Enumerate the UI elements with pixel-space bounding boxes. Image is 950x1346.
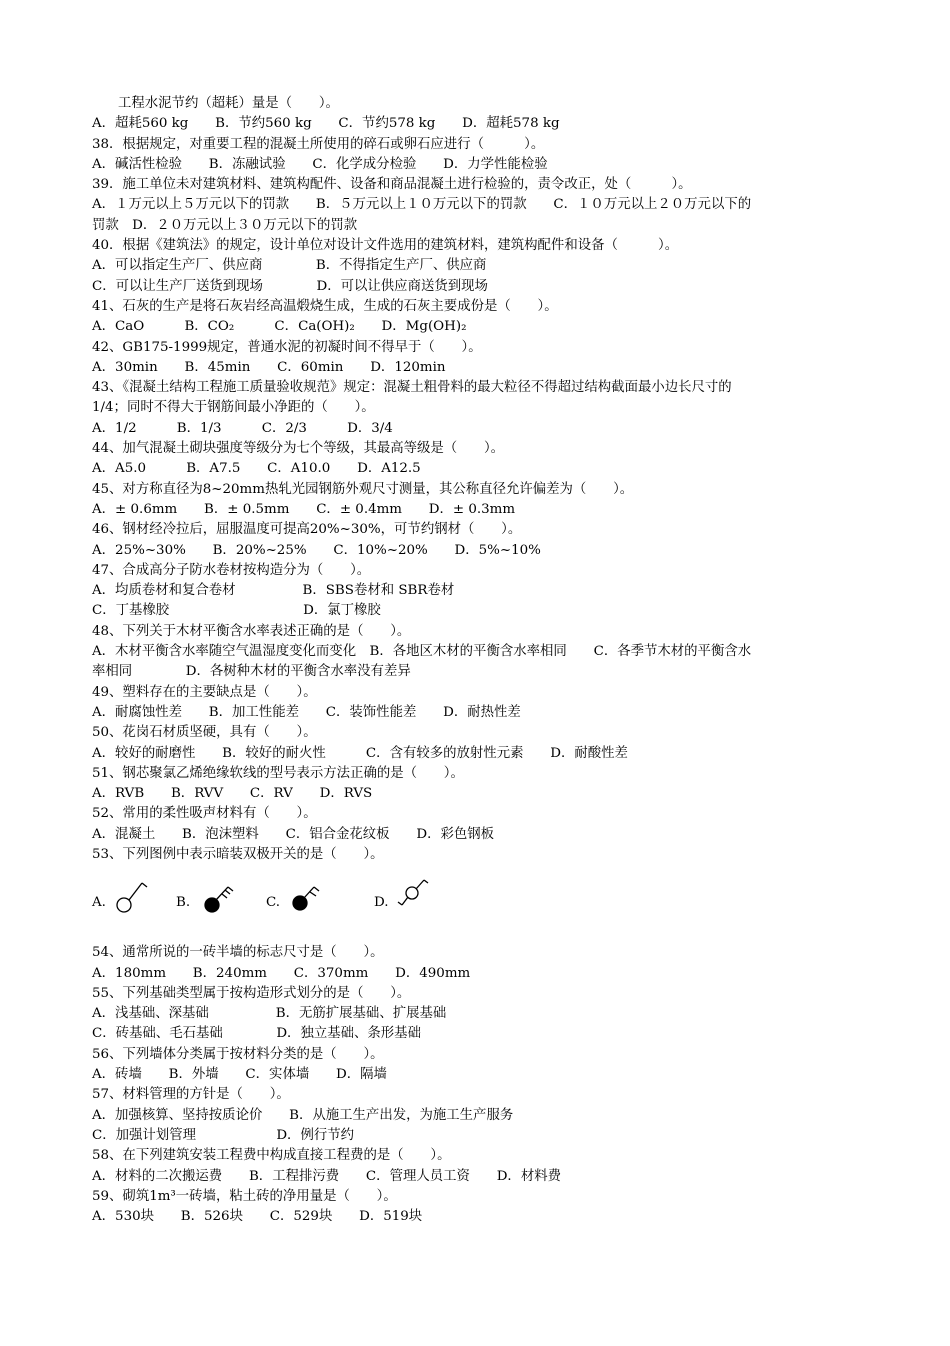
question-50-options: A．较好的耐磨性 B．较好的耐火性 C．含有较多的放射性元素 D．耐酸性差: [92, 745, 628, 761]
question-57-options-cd: C．加强计划管理 D．例行节约: [92, 1127, 355, 1143]
question-48-options-cont: 率相同 D．各树种木材的平衡含水率没有差异: [92, 664, 411, 680]
question-55-stem: 55、下列基础类型属于按构造形式划分的是（ ）。: [92, 985, 411, 1001]
question-52-options: A．混凝土 B．泡沫塑料 C．铝合金花纹板 D．彩色钢板: [92, 826, 495, 842]
question-57-options-ab: A．加强核算、坚持按质论价 B．从施工生产出发，为施工生产服务: [92, 1107, 514, 1123]
symbol-option-b-label: B.: [176, 894, 191, 910]
question-45-options: A．± 0.6mm B．± 0.5mm C．± 0.4mm D．± 0.3mm: [92, 501, 516, 517]
question-47-options-ab: A．均质卷材和复合卷材 B．SBS卷材和 SBR卷材: [92, 583, 455, 599]
question-40-stem: 40．根据《建筑法》的规定，设计单位对设计文件选用的建筑材料，建筑构配件和设备（ ）。: [92, 238, 679, 254]
question-52-stem: 52、常用的柔性吸声材料有（ ）。: [92, 806, 317, 822]
question-43-options: A．1/2 B．1/3 C．2/3 D．3/4: [92, 420, 393, 436]
question-53-symbol-options: [92, 867, 872, 927]
question-59-stem: 59、砌筑1m³一砖墙，粘土砖的净用量是（ ）。: [92, 1188, 397, 1204]
question-44-options: A．A5.0 B．A7.5 C．A10.0 D．A12.5: [92, 461, 421, 477]
question-38-options: A．碱活性检验 B．冻融试验 C．化学成分检验 D．力学性能检验: [92, 156, 548, 172]
question-46-stem: 46、钢材经冷拉后，屈服温度可提高20%~30%，可节约钢材（ ）。: [92, 522, 522, 538]
question-56-options: A．砖墙 B．外墙 C．实体墙 D．隔墙: [92, 1067, 387, 1083]
question-41-options: A．CaO B．CO₂ C．Ca(OH)₂ D．Mg(OH)₂: [92, 319, 467, 335]
symbol-option-a: [92, 875, 182, 921]
question-41-stem: 41、石灰的生产是将石灰岩经高温煅烧生成，生成的石灰主要成份是（ ）。: [92, 298, 558, 314]
switch-open-circle-icon: [116, 875, 156, 915]
question-37-options: A．超耗560 kg B．节约560 kg C．节约578 kg D．超耗578 kg: [92, 116, 560, 132]
question-49-stem: 49、塑料存在的主要缺点是（ ）。: [92, 684, 317, 700]
question-48-options: A．木材平衡含水率随空气温湿度变化而变化 B．各地区木材的平衡含水率相同 C．各季节木材的平衡含水: [92, 644, 752, 660]
question-39-options-cont: 罚款 D．２０万元以上３０万元以下的罚款: [92, 217, 358, 233]
question-40-options-cd: C．可以让生产厂送货到现场 D．可以让供应商送货到现场: [92, 278, 488, 294]
question-39-options: A．１万元以上５万元以下的罚款 B．５万元以上１０万元以下的罚款 C．１０万元以上２０万元以下的: [92, 197, 752, 213]
question-43-stem: 43、《混凝土结构工程施工质量验收规范》规定：混凝土粗骨料的最大粒径不得超过结构截面最小边长尺寸的: [92, 380, 732, 396]
question-55-options-cd: C．砖基础、毛石基础 D．独立基础、条形基础: [92, 1026, 421, 1042]
question-46-options: A．25%~30% B．20%~25% C．10%~20% D．5%~10%: [92, 542, 541, 558]
question-49-options: A．耐腐蚀性差 B．加工性能差 C．装饰性能差 D．耐热性差: [92, 704, 521, 720]
switch-two-way-circle-icon: [398, 875, 438, 915]
symbol-option-c: [266, 875, 356, 921]
question-57-stem: 57、材料管理的方针是（ ）。: [92, 1087, 290, 1103]
question-39-stem: 39．施工单位未对建筑材料、建筑构配件、设备和商品混凝土进行检验的，责令改正，处（ ）。: [92, 177, 692, 193]
question-42-stem: 42、GB175-1999规定，普通水泥的初凝时间不得早于（ ）。: [92, 339, 482, 355]
symbol-option-a-label: A.: [92, 894, 106, 910]
switch-filled-single-tick-icon: [290, 875, 330, 915]
question-42-options: A．30min B．45min C．60min D．120min: [92, 359, 446, 375]
question-54-stem: 54、通常所说的一砖半墙的标志尺寸是（ ）。: [92, 945, 384, 961]
symbol-option-d-label: D.: [374, 894, 389, 910]
question-37-stem-tail: 工程水泥节约（超耗）量是（ ）。: [118, 96, 339, 111]
question-43-stem-cont: 1/4；同时不得大于钢筋间最小净距的（ ）。: [92, 400, 375, 416]
question-48-stem: 48、下列关于木材平衡含水率表述正确的是（ ）。: [92, 623, 411, 639]
symbol-option-b: [176, 875, 266, 921]
question-58-options: A．材料的二次搬运费 B．工程排污费 C．管理人员工资 D．材料费: [92, 1168, 561, 1184]
question-45-stem: 45、对方称直径为8~20mm热轧光园钢筋外观尺寸测量，其公称直径允许偏差为（ ）。: [92, 481, 634, 497]
question-53-stem: 53、下列图例中表示暗装双极开关的是（ ）。: [92, 846, 384, 862]
question-47-stem: 47、合成高分子防水卷材按构造分为（ ）。: [92, 562, 371, 578]
question-56-stem: 56、下列墙体分类属于按材料分类的是（ ）。: [92, 1046, 384, 1062]
switch-filled-double-tick-icon: [200, 875, 240, 915]
question-38-stem: 38．根据规定，对重要工程的混凝土所使用的碎石或卵石应进行（ ）。: [92, 136, 545, 152]
question-47-options-cd: C．丁基橡胶 D．氯丁橡胶: [92, 603, 381, 619]
symbol-option-c-label: C.: [266, 894, 281, 910]
question-40-options-ab: A．可以指定生产厂、供应商 B．不得指定生产厂、供应商: [92, 258, 487, 274]
exam-document: [92, 94, 872, 1227]
question-58-stem: 58、在下列建筑安装工程费中构成直接工程费的是（ ）。: [92, 1148, 451, 1164]
symbol-option-d: [374, 875, 464, 921]
question-55-options-ab: A．浅基础、深基础 B．无筋扩展基础、扩展基础: [92, 1006, 447, 1022]
question-54-options: A．180mm B．240mm C．370mm D．490mm: [92, 965, 471, 981]
question-50-stem: 50、花岗石材质坚硬，具有（ ）。: [92, 725, 317, 741]
question-59-options: A．530块 B．526块 C．529块 D．519块: [92, 1209, 423, 1225]
question-51-stem: 51、钢芯聚氯乙烯绝缘软线的型号表示方法正确的是（ ）。: [92, 765, 464, 781]
question-51-options: A．RVB B．RVV C．RV D．RVS: [92, 786, 373, 802]
question-44-stem: 44、加气混凝土砌块强度等级分为七个等级，其最高等级是（ ）。: [92, 441, 505, 457]
